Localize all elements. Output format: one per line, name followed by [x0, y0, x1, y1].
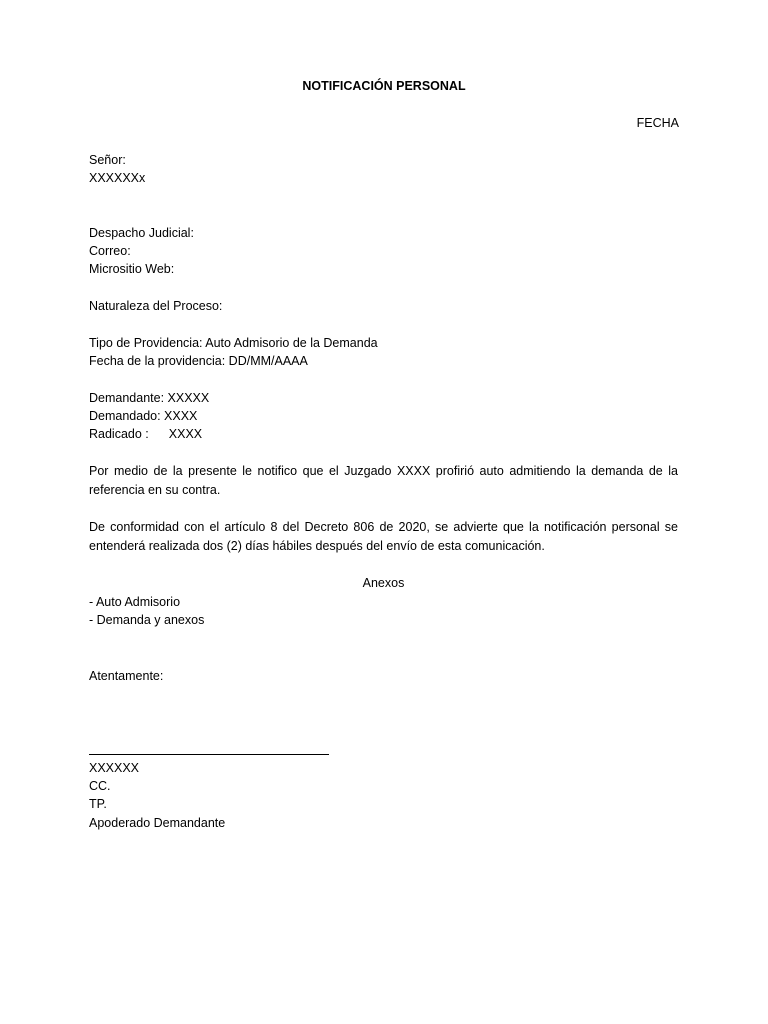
radicado-value: XXXX [168, 427, 203, 441]
court-micrositio-label: Micrositio Web: [89, 262, 175, 276]
plaintiff-line: Demandante: XXXXX [89, 391, 210, 405]
date-label: FECHA [636, 116, 679, 130]
signer-tp: TP. [89, 797, 107, 811]
providencia-date: Fecha de la providencia: DD/MM/AAAA [89, 354, 308, 368]
signer-role: Apoderado Demandante [89, 816, 226, 830]
notification-paragraph: Por medio de la presente le notifico que el Juzgado XXXX profirió auto admitiendo la demanda de la referencia en su contra. [89, 464, 678, 497]
process-nature-label: Naturaleza del Proceso: [89, 299, 223, 313]
addressee-name: XXXXXXx [89, 171, 146, 185]
closing-salutation: Atentamente: [89, 669, 164, 683]
signature-line [89, 754, 329, 755]
addressee-salutation: Señor: [89, 153, 126, 167]
radicado-line [89, 425, 202, 443]
signer-name: XXXXXX [89, 761, 140, 775]
legal-basis-paragraph: De conformidad con el artículo 8 del Decreto 806 de 2020, se advierte que la notificación personal se entenderá realizada dos (2) días hábiles después del envío de esta comunicación. [89, 520, 678, 553]
signer-cc: CC. [89, 779, 111, 793]
defendant-line: Demandado: XXXX [89, 409, 198, 423]
annex-item: - Demanda y anexos [89, 613, 205, 627]
court-correo-label: Correo: [89, 244, 131, 258]
providencia-type: Tipo de Providencia: Auto Admisorio de la Demanda [89, 336, 378, 350]
document-title: NOTIFICACIÓN PERSONAL [302, 79, 466, 93]
annex-item: - Auto Admisorio [89, 595, 181, 609]
court-despacho-label: Despacho Judicial: [89, 226, 194, 240]
annexes-heading: Anexos [362, 576, 405, 590]
radicado-label: Radicado : [89, 427, 149, 441]
